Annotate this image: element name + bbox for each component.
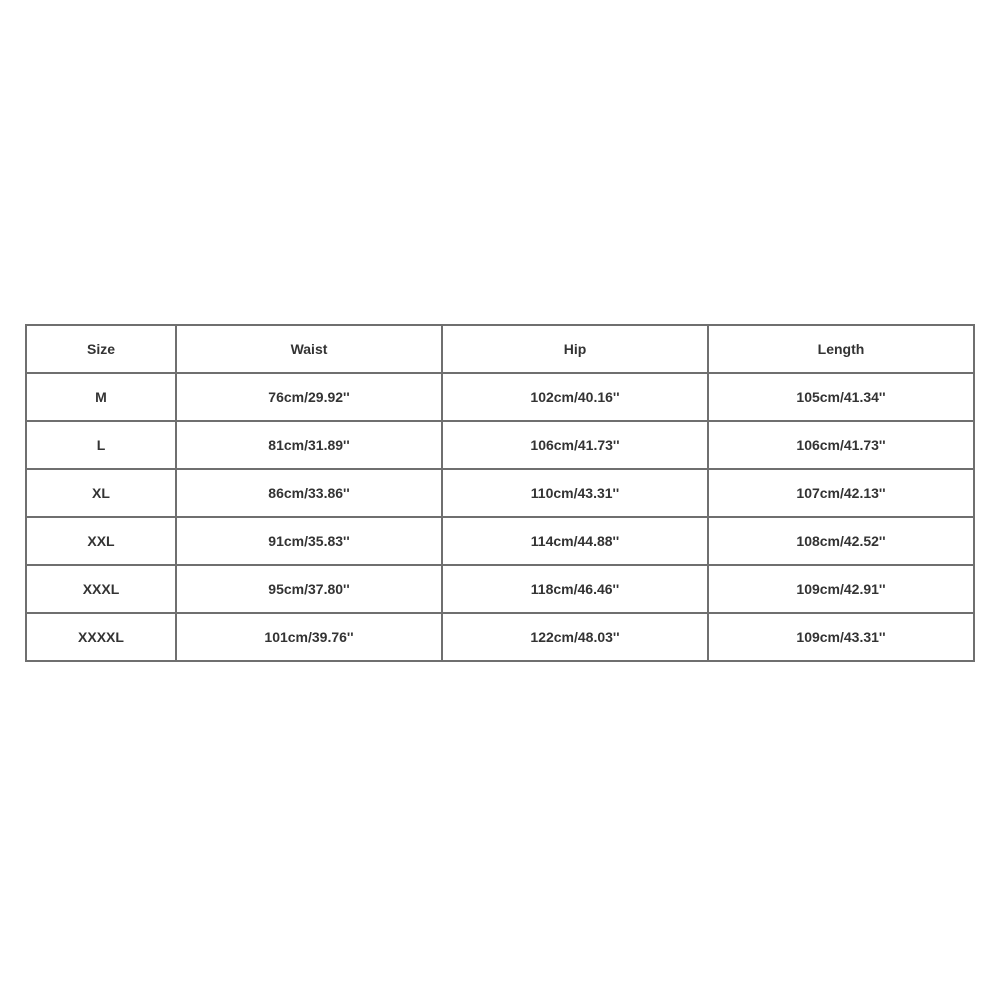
cell-size: XL <box>26 469 176 517</box>
header-size: Size <box>26 325 176 373</box>
cell-length: 106cm/41.73'' <box>708 421 974 469</box>
cell-waist: 101cm/39.76'' <box>176 613 442 661</box>
cell-hip: 106cm/41.73'' <box>442 421 708 469</box>
size-chart-table <box>25 324 975 662</box>
cell-length: 109cm/42.91'' <box>708 565 974 613</box>
cell-length: 108cm/42.52'' <box>708 517 974 565</box>
cell-hip: 102cm/40.16'' <box>442 373 708 421</box>
table-row <box>26 373 974 421</box>
cell-size: L <box>26 421 176 469</box>
table-body <box>26 373 974 661</box>
cell-size: XXL <box>26 517 176 565</box>
cell-size: XXXL <box>26 565 176 613</box>
table-row <box>26 565 974 613</box>
header-row <box>26 325 974 373</box>
cell-waist: 91cm/35.83'' <box>176 517 442 565</box>
table-row <box>26 469 974 517</box>
header-hip: Hip <box>442 325 708 373</box>
cell-hip: 122cm/48.03'' <box>442 613 708 661</box>
cell-size: M <box>26 373 176 421</box>
cell-length: 107cm/42.13'' <box>708 469 974 517</box>
cell-hip: 110cm/43.31'' <box>442 469 708 517</box>
cell-waist: 81cm/31.89'' <box>176 421 442 469</box>
cell-waist: 86cm/33.86'' <box>176 469 442 517</box>
cell-size: XXXXL <box>26 613 176 661</box>
table-row <box>26 421 974 469</box>
table-row <box>26 613 974 661</box>
cell-length: 109cm/43.31'' <box>708 613 974 661</box>
cell-hip: 114cm/44.88'' <box>442 517 708 565</box>
cell-waist: 95cm/37.80'' <box>176 565 442 613</box>
table-row <box>26 517 974 565</box>
cell-hip: 118cm/46.46'' <box>442 565 708 613</box>
header-waist: Waist <box>176 325 442 373</box>
header-length: Length <box>708 325 974 373</box>
cell-waist: 76cm/29.92'' <box>176 373 442 421</box>
cell-length: 105cm/41.34'' <box>708 373 974 421</box>
table-header <box>26 325 974 373</box>
